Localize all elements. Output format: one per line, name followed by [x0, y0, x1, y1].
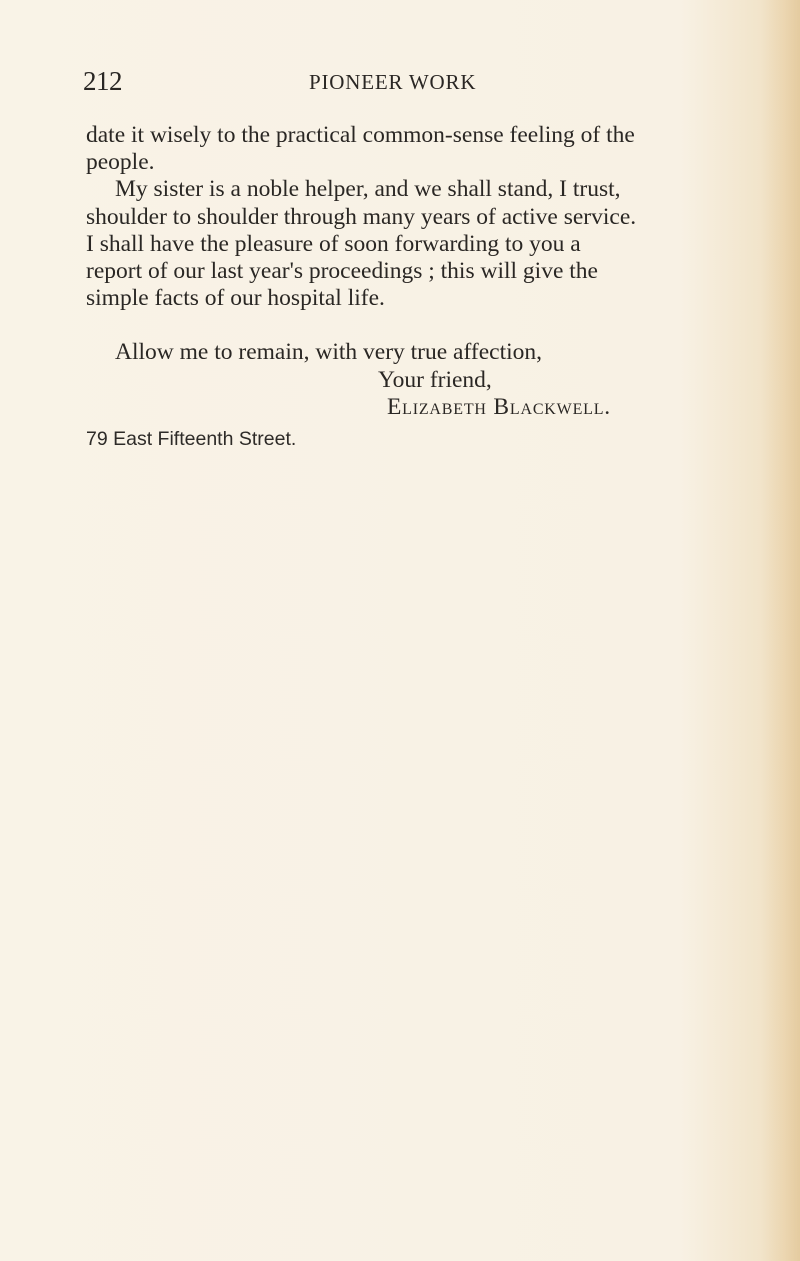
letter-address: 79 East Fifteenth Street.	[86, 428, 297, 450]
text-line: report of our last year's proceedings ; this will give the	[86, 258, 598, 285]
letter-signature: Elizabeth Blackwell.	[387, 394, 611, 420]
body-text	[86, 122, 732, 312]
text-line: My sister is a noble helper, and we shall stand, I trust,	[115, 176, 621, 203]
running-head: PIONEER WORK	[309, 70, 477, 94]
letter-salutation: Your friend,	[378, 367, 492, 393]
paragraph-2	[86, 176, 732, 312]
page-number: 212	[83, 66, 122, 96]
letter-closing: Allow me to remain, with very true affection,	[115, 339, 543, 365]
paragraph-1	[86, 122, 732, 176]
text-line: I shall have the pleasure of soon forwarding to you a	[86, 230, 581, 257]
text-line: date it wisely to the practical common-sense feeling of the	[86, 122, 635, 148]
text-line: shoulder to shoulder through many years of active service.	[86, 203, 637, 230]
text-line: simple facts of our hospital life.	[86, 285, 385, 312]
text-line: people.	[86, 149, 155, 176]
page-edge-shading	[760, 0, 800, 1261]
